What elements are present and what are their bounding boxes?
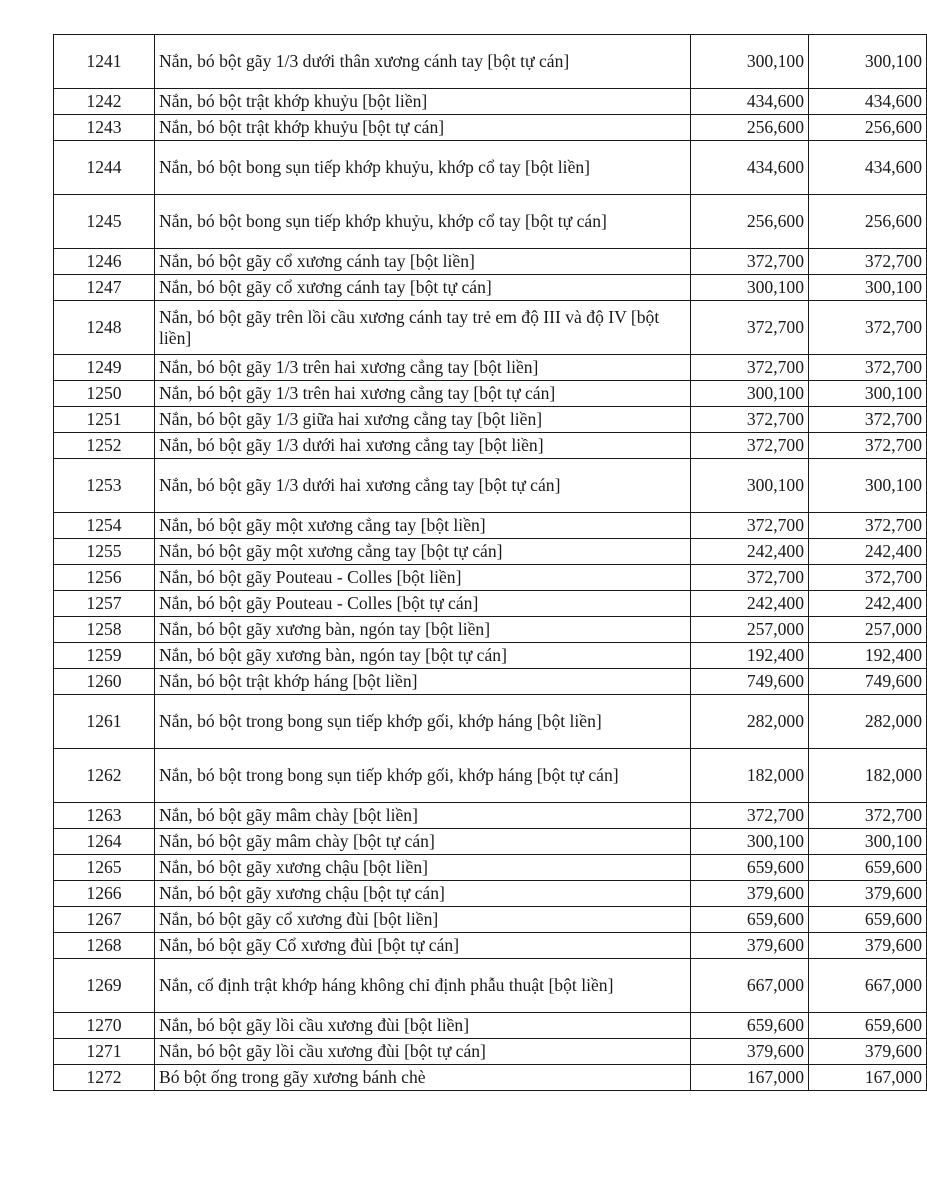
price-table xyxy=(53,34,927,1091)
table-row xyxy=(54,855,927,881)
service-name: Bó bột ống trong gãy xương bánh chè xyxy=(155,1065,691,1091)
price-cell-1: 372,700 xyxy=(691,355,809,381)
service-name: Nắn, bó bột gãy cổ xương đùi [bột liền] xyxy=(155,907,691,933)
table-row xyxy=(54,513,927,539)
table-row xyxy=(54,1039,927,1065)
service-name: Nắn, bó bột gãy một xương cẳng tay [bột liền] xyxy=(155,513,691,539)
price-cell-2: 256,600 xyxy=(809,115,927,141)
table-row xyxy=(54,89,927,115)
row-number: 1269 xyxy=(54,959,155,1013)
price-cell-2: 659,600 xyxy=(809,1013,927,1039)
price-cell-1: 256,600 xyxy=(691,195,809,249)
price-cell-2: 379,600 xyxy=(809,881,927,907)
row-number: 1255 xyxy=(54,539,155,565)
row-number: 1266 xyxy=(54,881,155,907)
price-cell-2: 659,600 xyxy=(809,855,927,881)
table-row xyxy=(54,643,927,669)
service-name: Nắn, bó bột gãy xương bàn, ngón tay [bột tự cán] xyxy=(155,643,691,669)
table-row xyxy=(54,195,927,249)
price-cell-1: 167,000 xyxy=(691,1065,809,1091)
price-cell-1: 372,700 xyxy=(691,565,809,591)
price-cell-1: 300,100 xyxy=(691,35,809,89)
row-number: 1251 xyxy=(54,407,155,433)
price-cell-2: 167,000 xyxy=(809,1065,927,1091)
price-cell-2: 749,600 xyxy=(809,669,927,695)
price-cell-2: 192,400 xyxy=(809,643,927,669)
service-name: Nắn, bó bột gãy Pouteau - Colles [bột tự cán] xyxy=(155,591,691,617)
price-cell-1: 257,000 xyxy=(691,617,809,643)
service-name: Nắn, cố định trật khớp háng không chỉ định phẫu thuật [bột liền] xyxy=(155,959,691,1013)
price-cell-2: 300,100 xyxy=(809,459,927,513)
service-name: Nắn, bó bột gãy trên lồi cầu xương cánh tay trẻ em độ III và độ IV [bột liền] xyxy=(155,301,691,355)
price-cell-2: 372,700 xyxy=(809,407,927,433)
row-number: 1252 xyxy=(54,433,155,459)
service-name: Nắn, bó bột gãy cổ xương cánh tay [bột liền] xyxy=(155,249,691,275)
price-cell-1: 242,400 xyxy=(691,539,809,565)
service-name: Nắn, bó bột gãy xương bàn, ngón tay [bột liền] xyxy=(155,617,691,643)
table-row xyxy=(54,381,927,407)
service-name: Nắn, bó bột trật khớp háng [bột liền] xyxy=(155,669,691,695)
price-cell-1: 192,400 xyxy=(691,643,809,669)
service-name: Nắn, bó bột bong sụn tiếp khớp khuỷu, khớp cổ tay [bột tự cán] xyxy=(155,195,691,249)
price-cell-2: 300,100 xyxy=(809,829,927,855)
row-number: 1261 xyxy=(54,695,155,749)
price-cell-1: 300,100 xyxy=(691,275,809,301)
table-row xyxy=(54,669,927,695)
row-number: 1263 xyxy=(54,803,155,829)
service-name: Nắn, bó bột gãy 1/3 dưới hai xương cẳng tay [bột liền] xyxy=(155,433,691,459)
row-number: 1262 xyxy=(54,749,155,803)
table-row xyxy=(54,933,927,959)
price-cell-2: 379,600 xyxy=(809,1039,927,1065)
table-row xyxy=(54,881,927,907)
service-name: Nắn, bó bột bong sụn tiếp khớp khuỷu, khớp cổ tay [bột liền] xyxy=(155,141,691,195)
price-cell-2: 257,000 xyxy=(809,617,927,643)
price-cell-2: 434,600 xyxy=(809,141,927,195)
table-row xyxy=(54,433,927,459)
price-cell-1: 300,100 xyxy=(691,829,809,855)
price-cell-1: 749,600 xyxy=(691,669,809,695)
price-cell-1: 300,100 xyxy=(691,381,809,407)
price-cell-1: 379,600 xyxy=(691,1039,809,1065)
price-cell-2: 242,400 xyxy=(809,539,927,565)
service-name: Nắn, bó bột trong bong sụn tiếp khớp gối, khớp háng [bột liền] xyxy=(155,695,691,749)
price-cell-1: 379,600 xyxy=(691,881,809,907)
row-number: 1265 xyxy=(54,855,155,881)
service-name: Nắn, bó bột gãy 1/3 giữa hai xương cẳng tay [bột liền] xyxy=(155,407,691,433)
service-name: Nắn, bó bột gãy 1/3 dưới thân xương cánh tay [bột tự cán] xyxy=(155,35,691,89)
service-name: Nắn, bó bột gãy 1/3 trên hai xương cẳng tay [bột tự cán] xyxy=(155,381,691,407)
service-name: Nắn, bó bột gãy lồi cầu xương đùi [bột tự cán] xyxy=(155,1039,691,1065)
price-cell-1: 372,700 xyxy=(691,433,809,459)
price-cell-1: 242,400 xyxy=(691,591,809,617)
service-name: Nắn, bó bột gãy 1/3 dưới hai xương cẳng tay [bột tự cán] xyxy=(155,459,691,513)
service-name: Nắn, bó bột gãy xương chậu [bột liền] xyxy=(155,855,691,881)
service-name: Nắn, bó bột trật khớp khuỷu [bột liền] xyxy=(155,89,691,115)
price-cell-1: 256,600 xyxy=(691,115,809,141)
row-number: 1248 xyxy=(54,301,155,355)
price-cell-2: 300,100 xyxy=(809,35,927,89)
price-cell-1: 372,700 xyxy=(691,803,809,829)
price-cell-2: 282,000 xyxy=(809,695,927,749)
table-row xyxy=(54,1013,927,1039)
price-cell-1: 182,000 xyxy=(691,749,809,803)
table-row xyxy=(54,141,927,195)
price-cell-1: 659,600 xyxy=(691,907,809,933)
service-name: Nắn, bó bột gãy xương chậu [bột tự cán] xyxy=(155,881,691,907)
price-cell-1: 379,600 xyxy=(691,933,809,959)
table-row xyxy=(54,539,927,565)
row-number: 1244 xyxy=(54,141,155,195)
price-cell-1: 372,700 xyxy=(691,407,809,433)
row-number: 1267 xyxy=(54,907,155,933)
table-row xyxy=(54,803,927,829)
row-number: 1247 xyxy=(54,275,155,301)
table-row xyxy=(54,301,927,355)
price-cell-2: 659,600 xyxy=(809,907,927,933)
service-name: Nắn, bó bột trong bong sụn tiếp khớp gối, khớp háng [bột tự cán] xyxy=(155,749,691,803)
price-cell-2: 372,700 xyxy=(809,249,927,275)
row-number: 1258 xyxy=(54,617,155,643)
document-page xyxy=(53,34,922,1091)
table-row xyxy=(54,115,927,141)
row-number: 1253 xyxy=(54,459,155,513)
price-cell-2: 667,000 xyxy=(809,959,927,1013)
service-name: Nắn, bó bột gãy mâm chày [bột tự cán] xyxy=(155,829,691,855)
service-name: Nắn, bó bột gãy Pouteau - Colles [bột liền] xyxy=(155,565,691,591)
row-number: 1268 xyxy=(54,933,155,959)
table-row xyxy=(54,749,927,803)
price-cell-2: 300,100 xyxy=(809,275,927,301)
row-number: 1264 xyxy=(54,829,155,855)
row-number: 1250 xyxy=(54,381,155,407)
table-row xyxy=(54,617,927,643)
row-number: 1254 xyxy=(54,513,155,539)
table-row xyxy=(54,407,927,433)
price-cell-2: 372,700 xyxy=(809,301,927,355)
row-number: 1242 xyxy=(54,89,155,115)
price-cell-1: 282,000 xyxy=(691,695,809,749)
table-row xyxy=(54,1065,927,1091)
price-cell-1: 434,600 xyxy=(691,89,809,115)
price-cell-2: 182,000 xyxy=(809,749,927,803)
service-name: Nắn, bó bột gãy 1/3 trên hai xương cẳng tay [bột liền] xyxy=(155,355,691,381)
row-number: 1246 xyxy=(54,249,155,275)
row-number: 1259 xyxy=(54,643,155,669)
table-row xyxy=(54,591,927,617)
service-name: Nắn, bó bột gãy Cổ xương đùi [bột tự cán] xyxy=(155,933,691,959)
price-cell-1: 667,000 xyxy=(691,959,809,1013)
row-number: 1270 xyxy=(54,1013,155,1039)
price-cell-2: 256,600 xyxy=(809,195,927,249)
table-row xyxy=(54,35,927,89)
price-cell-2: 434,600 xyxy=(809,89,927,115)
price-cell-1: 372,700 xyxy=(691,301,809,355)
price-cell-1: 659,600 xyxy=(691,1013,809,1039)
table-row xyxy=(54,829,927,855)
row-number: 1245 xyxy=(54,195,155,249)
table-row xyxy=(54,959,927,1013)
service-name: Nắn, bó bột gãy mâm chày [bột liền] xyxy=(155,803,691,829)
service-name: Nắn, bó bột gãy lồi cầu xương đùi [bột liền] xyxy=(155,1013,691,1039)
table-row xyxy=(54,907,927,933)
service-name: Nắn, bó bột gãy cổ xương cánh tay [bột tự cán] xyxy=(155,275,691,301)
table-row xyxy=(54,355,927,381)
service-name: Nắn, bó bột gãy một xương cẳng tay [bột tự cán] xyxy=(155,539,691,565)
price-cell-2: 242,400 xyxy=(809,591,927,617)
row-number: 1272 xyxy=(54,1065,155,1091)
price-cell-2: 372,700 xyxy=(809,513,927,539)
row-number: 1257 xyxy=(54,591,155,617)
row-number: 1256 xyxy=(54,565,155,591)
price-cell-2: 379,600 xyxy=(809,933,927,959)
price-cell-2: 372,700 xyxy=(809,355,927,381)
table-body xyxy=(54,35,927,1091)
row-number: 1249 xyxy=(54,355,155,381)
price-cell-2: 372,700 xyxy=(809,565,927,591)
row-number: 1271 xyxy=(54,1039,155,1065)
price-cell-1: 300,100 xyxy=(691,459,809,513)
service-name: Nắn, bó bột trật khớp khuỷu [bột tự cán] xyxy=(155,115,691,141)
row-number: 1243 xyxy=(54,115,155,141)
table-row xyxy=(54,275,927,301)
price-cell-2: 300,100 xyxy=(809,381,927,407)
price-cell-2: 372,700 xyxy=(809,803,927,829)
table-row xyxy=(54,695,927,749)
price-cell-1: 659,600 xyxy=(691,855,809,881)
row-number: 1260 xyxy=(54,669,155,695)
table-row xyxy=(54,565,927,591)
row-number: 1241 xyxy=(54,35,155,89)
table-row xyxy=(54,249,927,275)
price-cell-1: 372,700 xyxy=(691,513,809,539)
price-cell-1: 434,600 xyxy=(691,141,809,195)
price-cell-1: 372,700 xyxy=(691,249,809,275)
table-row xyxy=(54,459,927,513)
price-cell-2: 372,700 xyxy=(809,433,927,459)
